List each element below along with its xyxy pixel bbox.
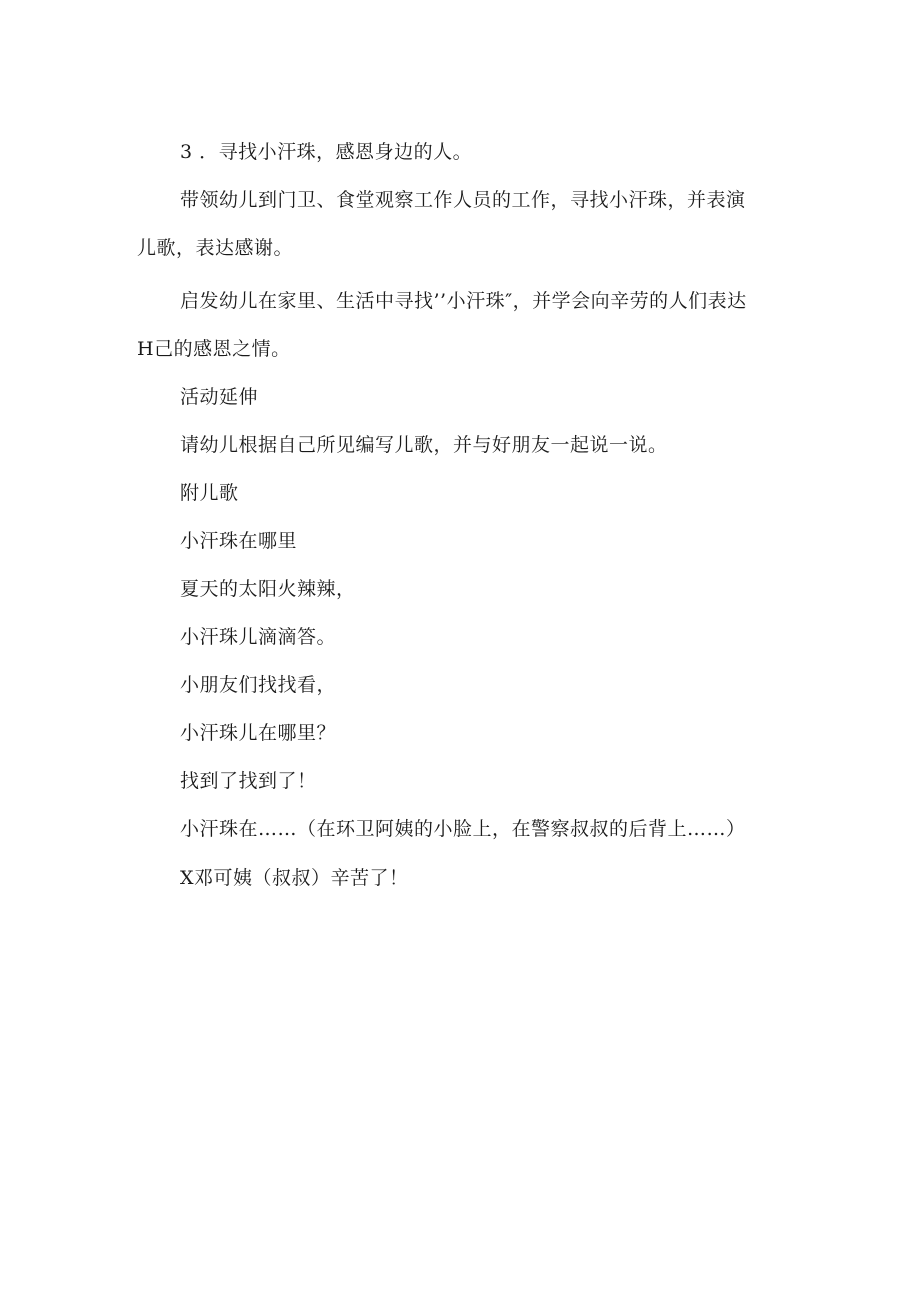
paragraph-line: 启发幼儿在家里、生活中寻找’’小汗珠″，并学会向辛劳的人们表达 <box>180 290 747 312</box>
step-heading: 3 ．寻找小汗珠，感恩身边的人。 <box>180 141 473 163</box>
poem-line: 小汗珠在……（在环卫阿姨的小脸上，在警察叔叔的后背上……） <box>180 818 746 840</box>
poem-line: 小汗珠儿在哪里？ <box>180 722 337 744</box>
poem-line: 小朋友们找找看， <box>180 674 337 696</box>
paragraph-line: 请幼儿根据自己所见编写儿歌，并与好朋友一起说一说。 <box>180 434 668 456</box>
poem-line: X邓可姨（叔叔）辛苦了！ <box>180 867 409 889</box>
section-heading: 附儿歌 <box>180 482 239 504</box>
paragraph-line: 儿歌，表达感谢。 <box>137 237 294 259</box>
poem-title: 小汗珠在哪里 <box>180 530 298 552</box>
poem-line: 找到了找到了！ <box>180 770 317 792</box>
paragraph-line: H己的感恩之情。 <box>137 338 291 360</box>
paragraph-line: 带领幼儿到门卫、食堂观察工作人员的工作，寻找小汗珠，并表演 <box>180 189 746 211</box>
section-heading: 活动延伸 <box>180 386 259 408</box>
poem-line: 夏天的太阳火辣辣， <box>180 578 356 600</box>
poem-line: 小汗珠儿滴滴答。 <box>180 626 337 648</box>
